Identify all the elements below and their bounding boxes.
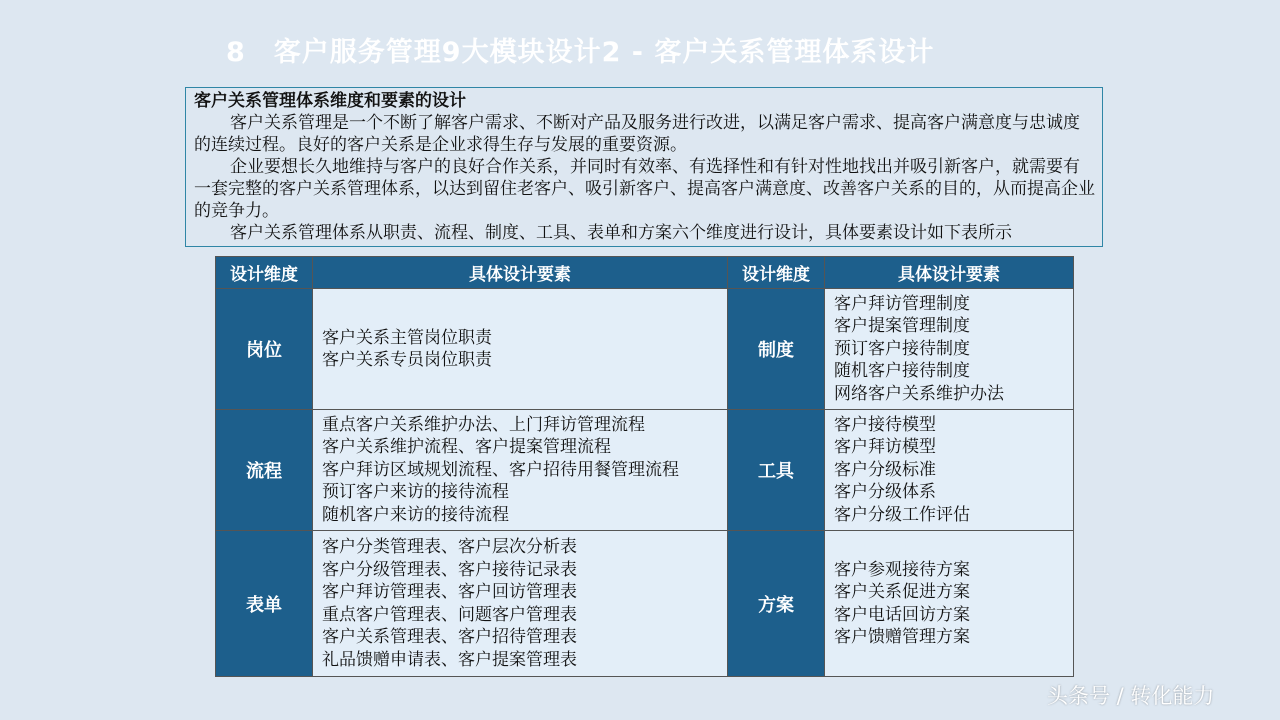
element-item: 网络客户关系维护办法 xyxy=(834,383,1004,404)
element-item: 客户关系主管岗位职责 xyxy=(322,327,492,348)
dimension-cell: 制度 xyxy=(728,289,825,410)
element-item: 客户接待模型 xyxy=(834,414,936,435)
elements-cell xyxy=(313,289,728,410)
element-item: 客户分级工作评估 xyxy=(834,504,970,525)
element-item: 客户拜访管理表、客户回访管理表 xyxy=(322,582,577,602)
elements-cell xyxy=(825,531,1074,677)
elements-cell xyxy=(313,410,728,531)
intro-box xyxy=(185,87,1103,247)
element-item: 客户分级管理表、客户接待记录表 xyxy=(322,559,577,580)
dimension-cell: 工具 xyxy=(728,410,825,531)
header-elements: 具体设计要素 xyxy=(825,257,1074,289)
intro-paragraph: 企业要想长久地维持与客户的良好合作关系，并同时有效率、有选择性和有针对性地找出并吸引新客户，就需要有一套完整的客户关系管理体系，以达到留住老客户、吸引新客户、提高客户满意度、改善客户关系的目的，从而提高企业的竞争力。 xyxy=(194,157,1095,221)
element-item: 预订客户来访的接待流程 xyxy=(322,482,509,503)
element-item: 客户分级标准 xyxy=(834,459,936,480)
watermark: 头条号 / 转化能力 xyxy=(1047,684,1215,708)
design-elements-table xyxy=(215,256,1074,677)
table-body xyxy=(216,289,1074,677)
element-item: 预订客户接待制度 xyxy=(834,338,970,359)
element-item: 客户关系管理表、客户招待管理表 xyxy=(322,627,577,647)
intro-paragraph: 客户关系管理是一个不断了解客户需求、不断对产品及服务进行改进，以满足客户需求、提高客户满意度与忠诚度的连续过程。良好的客户关系是企业求得生存与发展的重要资源。 xyxy=(194,113,1080,155)
table-row xyxy=(216,531,1074,677)
elements-cell xyxy=(825,289,1074,410)
dimension-cell: 表单 xyxy=(216,531,313,677)
element-item: 随机客户接待制度 xyxy=(834,361,970,382)
header-elements: 具体设计要素 xyxy=(313,257,728,289)
element-item: 客户电话回访方案 xyxy=(834,604,970,625)
element-item: 客户拜访模型 xyxy=(834,437,936,458)
elements-cell xyxy=(825,410,1074,531)
intro-heading: 客户关系管理体系维度和要素的设计 xyxy=(194,91,466,111)
table-row xyxy=(216,289,1074,410)
table-row xyxy=(216,410,1074,531)
element-item: 重点客户管理表、问题客户管理表 xyxy=(322,604,577,625)
slide-title: 8 客户服务管理9大模块设计2 - 客户关系管理体系设计 xyxy=(226,37,935,68)
element-item: 客户分类管理表、客户层次分析表 xyxy=(322,537,577,557)
element-item: 客户提案管理制度 xyxy=(834,316,970,337)
table-header-row xyxy=(216,257,1074,289)
header-dimension: 设计维度 xyxy=(216,257,313,289)
dimension-cell: 方案 xyxy=(728,531,825,677)
element-item: 重点客户关系维护办法、上门拜访管理流程 xyxy=(322,414,645,435)
element-item: 礼品馈赠申请表、客户提案管理表 xyxy=(322,649,577,670)
dimension-cell: 岗位 xyxy=(216,289,313,410)
element-item: 客户参观接待方案 xyxy=(834,559,970,580)
elements-cell xyxy=(313,531,728,677)
element-item: 客户馈赠管理方案 xyxy=(834,627,970,647)
intro-paragraph: 客户关系管理体系从职责、流程、制度、工具、表单和方案六个维度进行设计，具体要素设计如下表所示 xyxy=(230,223,1012,243)
element-item: 客户拜访区域规划流程、客户招待用餐管理流程 xyxy=(322,459,679,480)
element-item: 客户关系专员岗位职责 xyxy=(322,350,492,370)
element-item: 随机客户来访的接待流程 xyxy=(322,504,509,525)
element-item: 客户关系维护流程、客户提案管理流程 xyxy=(322,437,611,458)
element-item: 客户拜访管理制度 xyxy=(834,293,970,314)
element-item: 客户分级体系 xyxy=(834,482,936,503)
header-dimension: 设计维度 xyxy=(728,257,825,289)
dimension-cell: 流程 xyxy=(216,410,313,531)
element-item: 客户关系促进方案 xyxy=(834,582,970,602)
